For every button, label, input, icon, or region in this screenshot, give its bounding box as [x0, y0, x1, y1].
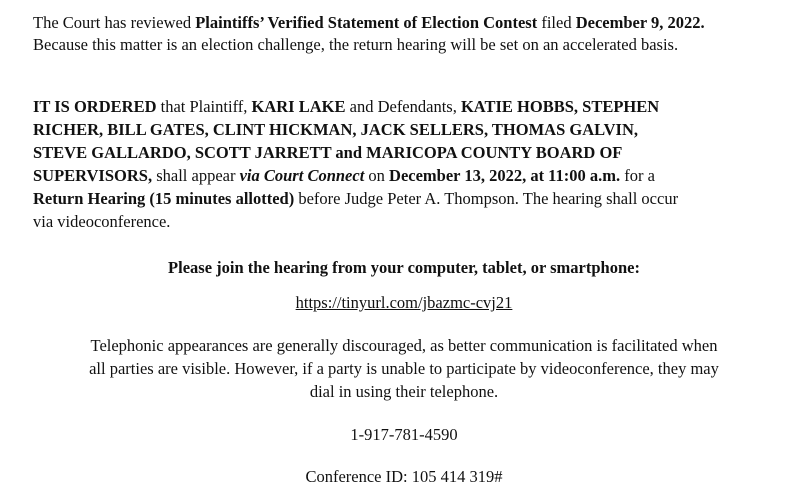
court-connect: via Court Connect — [239, 166, 365, 185]
text: for a — [620, 166, 655, 185]
hearing-datetime: December 13, 2022, at 11:00 a.m. — [389, 166, 621, 185]
text: and Defendants, — [345, 97, 461, 116]
defendant-names: SUPERVISORS, — [33, 166, 153, 185]
filing-title: Plaintiffs’ Verified Statement of Election Contest — [195, 13, 538, 32]
text: on — [364, 166, 390, 185]
text: before Judge Peter A. Thompson. The hearing shall occur — [294, 189, 679, 208]
para1-line2: Because this matter is an election challenge, the return hearing will be set on an accelerated basis. — [33, 35, 679, 54]
conference-id: Conference ID: 105 414 319# — [305, 467, 503, 486]
filing-date: December 9, 2022. — [575, 13, 705, 32]
para2-line3: STEVE GALLARDO, SCOTT JARRETT and MARICOPA COUNTY BOARD OF — [33, 143, 623, 162]
para2-line2: RICHER, BILL GATES, CLINT HICKMAN, JACK SELLERS, THOMAS GALVIN, — [33, 120, 638, 139]
join-heading: Please join the hearing from your computer, tablet, or smartphone: — [168, 258, 640, 277]
para2-line4 — [33, 166, 655, 186]
phone-number: 1-917-781-4590 — [350, 425, 458, 444]
para2-line6: via videoconference. — [33, 212, 171, 231]
para3-line2: all parties are visible. However, if a party is unable to participate by videoconference, they may — [89, 359, 719, 378]
para3-line1: Telephonic appearances are generally discouraged, as better communication is facilitated when — [90, 336, 718, 355]
defendant-names: KATIE HOBBS, STEPHEN — [460, 97, 660, 116]
text: filed — [537, 13, 576, 32]
text: shall appear — [152, 166, 240, 185]
para1-line1 — [33, 13, 705, 33]
text: The Court has reviewed — [33, 13, 196, 32]
para3-line3: dial in using their telephone. — [309, 382, 499, 401]
hearing-type: Return Hearing (15 minutes allotted) — [33, 189, 295, 208]
order-phrase: IT IS ORDERED — [33, 97, 157, 116]
plaintiff-name: KARI LAKE — [251, 97, 346, 116]
para2-line5 — [33, 189, 678, 209]
text: that Plaintiff, — [156, 97, 252, 116]
para2-line1 — [33, 97, 659, 117]
hearing-link[interactable]: https://tinyurl.com/jbazmc-cvj21 — [295, 293, 513, 312]
join-link-row — [0, 293, 808, 313]
